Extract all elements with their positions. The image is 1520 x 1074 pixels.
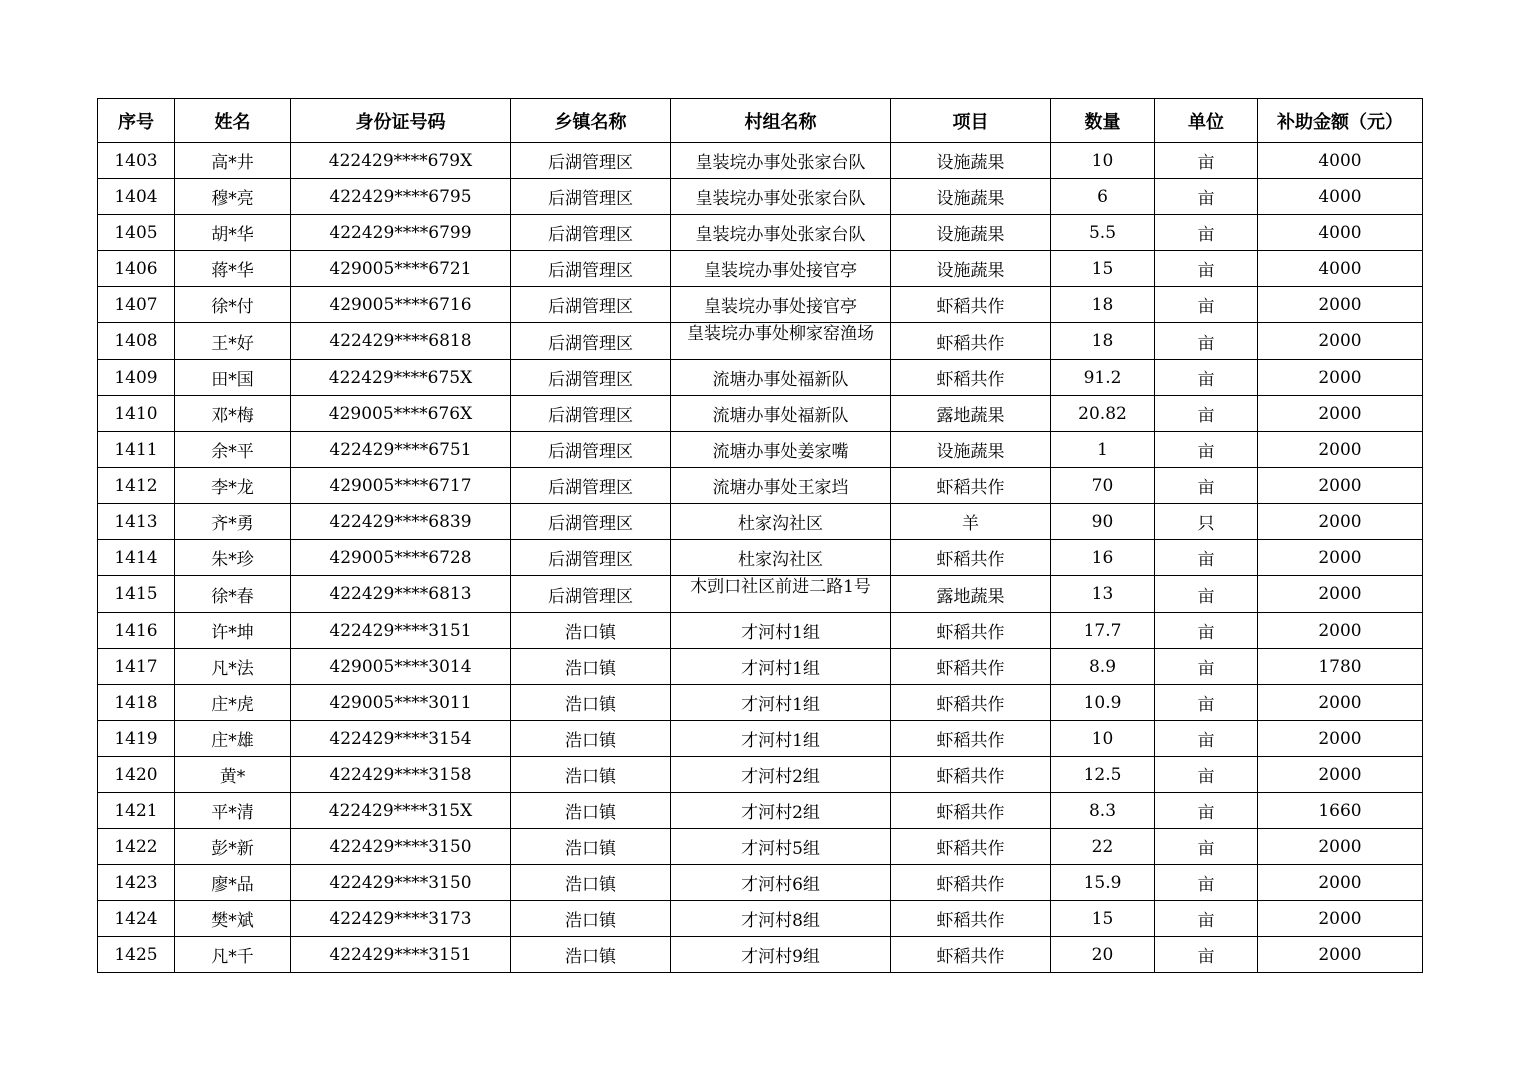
cell-serial: 1425 [98, 937, 175, 973]
cell-id-number: 422429****6839 [291, 504, 511, 540]
header-name: 姓名 [175, 99, 291, 143]
cell-village: 才河村2组 [671, 757, 891, 793]
table-body [98, 143, 1423, 973]
cell-quantity: 8.3 [1051, 793, 1155, 829]
cell-serial: 1421 [98, 793, 175, 829]
cell-village: 才河村2组 [671, 793, 891, 829]
cell-village: 皇装垸办事处接官亭 [671, 251, 891, 287]
header-quantity: 数量 [1051, 99, 1155, 143]
cell-serial: 1404 [98, 179, 175, 215]
cell-project: 虾稻共作 [891, 721, 1051, 757]
table-row [98, 360, 1423, 396]
cell-subsidy-amount: 2000 [1258, 396, 1423, 432]
cell-name: 凡*千 [175, 937, 291, 973]
cell-quantity: 6 [1051, 179, 1155, 215]
cell-subsidy-amount: 2000 [1258, 757, 1423, 793]
cell-name: 邓*梅 [175, 396, 291, 432]
cell-serial: 1420 [98, 757, 175, 793]
cell-project: 虾稻共作 [891, 287, 1051, 323]
cell-subsidy-amount: 2000 [1258, 287, 1423, 323]
table-row [98, 432, 1423, 468]
cell-quantity: 90 [1051, 504, 1155, 540]
cell-project: 虾稻共作 [891, 757, 1051, 793]
cell-subsidy-amount: 4000 [1258, 215, 1423, 251]
cell-project: 虾稻共作 [891, 613, 1051, 649]
cell-id-number: 422429****3150 [291, 865, 511, 901]
cell-id-number: 429005****3011 [291, 685, 511, 721]
table-row [98, 937, 1423, 973]
cell-subsidy-amount: 2000 [1258, 504, 1423, 540]
cell-unit: 亩 [1155, 865, 1258, 901]
cell-village: 皇装垸办事处张家台队 [671, 215, 891, 251]
cell-name: 穆*亮 [175, 179, 291, 215]
cell-project: 设施蔬果 [891, 215, 1051, 251]
cell-id-number: 422429****3150 [291, 829, 511, 865]
cell-id-number: 429005****6728 [291, 540, 511, 576]
table-row [98, 323, 1423, 360]
table-row [98, 396, 1423, 432]
cell-project: 虾稻共作 [891, 901, 1051, 937]
table-row [98, 287, 1423, 323]
cell-quantity: 15 [1051, 251, 1155, 287]
cell-village: 才河村5组 [671, 829, 891, 865]
cell-serial: 1405 [98, 215, 175, 251]
cell-name: 廖*品 [175, 865, 291, 901]
cell-quantity: 10.9 [1051, 685, 1155, 721]
cell-village: 皇装垸办事处柳家窑渔场 [671, 323, 891, 360]
table-row [98, 468, 1423, 504]
cell-subsidy-amount: 2000 [1258, 540, 1423, 576]
cell-id-number: 422429****6813 [291, 576, 511, 613]
cell-quantity: 16 [1051, 540, 1155, 576]
cell-unit: 亩 [1155, 576, 1258, 613]
cell-village: 才河村1组 [671, 613, 891, 649]
cell-subsidy-amount: 2000 [1258, 937, 1423, 973]
cell-id-number: 422429****3158 [291, 757, 511, 793]
table-row [98, 829, 1423, 865]
table-row [98, 901, 1423, 937]
cell-project: 设施蔬果 [891, 432, 1051, 468]
cell-subsidy-amount: 4000 [1258, 143, 1423, 179]
cell-serial: 1417 [98, 649, 175, 685]
cell-quantity: 13 [1051, 576, 1155, 613]
cell-subsidy-amount: 1780 [1258, 649, 1423, 685]
cell-quantity: 91.2 [1051, 360, 1155, 396]
cell-subsidy-amount: 2000 [1258, 685, 1423, 721]
cell-subsidy-amount: 4000 [1258, 179, 1423, 215]
cell-name: 凡*法 [175, 649, 291, 685]
cell-name: 齐*勇 [175, 504, 291, 540]
cell-village: 杜家沟社区 [671, 504, 891, 540]
cell-id-number: 422429****3173 [291, 901, 511, 937]
cell-quantity: 8.9 [1051, 649, 1155, 685]
cell-quantity: 18 [1051, 323, 1155, 360]
cell-village: 才河村1组 [671, 649, 891, 685]
cell-unit: 亩 [1155, 937, 1258, 973]
cell-township: 后湖管理区 [511, 251, 671, 287]
cell-township: 后湖管理区 [511, 179, 671, 215]
cell-name: 蒋*华 [175, 251, 291, 287]
cell-project: 虾稻共作 [891, 323, 1051, 360]
table-row [98, 865, 1423, 901]
cell-village: 流塘办事处王家垱 [671, 468, 891, 504]
table-row [98, 576, 1423, 613]
header-unit: 单位 [1155, 99, 1258, 143]
cell-unit: 亩 [1155, 721, 1258, 757]
cell-serial: 1423 [98, 865, 175, 901]
cell-name: 徐*春 [175, 576, 291, 613]
cell-project: 虾稻共作 [891, 865, 1051, 901]
cell-subsidy-amount: 2000 [1258, 901, 1423, 937]
cell-subsidy-amount: 2000 [1258, 613, 1423, 649]
cell-id-number: 422429****6751 [291, 432, 511, 468]
cell-project: 虾稻共作 [891, 649, 1051, 685]
cell-quantity: 22 [1051, 829, 1155, 865]
cell-id-number: 429005****3014 [291, 649, 511, 685]
cell-township: 浩口镇 [511, 685, 671, 721]
cell-unit: 亩 [1155, 432, 1258, 468]
cell-project: 羊 [891, 504, 1051, 540]
cell-unit: 亩 [1155, 829, 1258, 865]
cell-unit: 亩 [1155, 793, 1258, 829]
cell-serial: 1419 [98, 721, 175, 757]
cell-township: 浩口镇 [511, 793, 671, 829]
cell-unit: 亩 [1155, 685, 1258, 721]
cell-name: 庄*虎 [175, 685, 291, 721]
cell-serial: 1403 [98, 143, 175, 179]
cell-unit: 亩 [1155, 468, 1258, 504]
cell-id-number: 422429****3151 [291, 937, 511, 973]
cell-village: 流塘办事处福新队 [671, 396, 891, 432]
cell-township: 后湖管理区 [511, 396, 671, 432]
cell-name: 李*龙 [175, 468, 291, 504]
cell-name: 黄* [175, 757, 291, 793]
cell-township: 后湖管理区 [511, 432, 671, 468]
cell-name: 樊*斌 [175, 901, 291, 937]
cell-serial: 1422 [98, 829, 175, 865]
cell-serial: 1406 [98, 251, 175, 287]
cell-project: 露地蔬果 [891, 396, 1051, 432]
cell-quantity: 10 [1051, 143, 1155, 179]
cell-subsidy-amount: 2000 [1258, 432, 1423, 468]
cell-name: 王*好 [175, 323, 291, 360]
cell-unit: 亩 [1155, 179, 1258, 215]
cell-unit: 亩 [1155, 143, 1258, 179]
cell-township: 浩口镇 [511, 721, 671, 757]
table-row [98, 757, 1423, 793]
header-subsidy-amount: 补助金额（元） [1258, 99, 1423, 143]
cell-quantity: 17.7 [1051, 613, 1155, 649]
table-row [98, 721, 1423, 757]
cell-project: 虾稻共作 [891, 540, 1051, 576]
header-project: 项目 [891, 99, 1051, 143]
header-id-number: 身份证号码 [291, 99, 511, 143]
cell-name: 徐*付 [175, 287, 291, 323]
cell-township: 浩口镇 [511, 829, 671, 865]
cell-unit: 亩 [1155, 323, 1258, 360]
table-row [98, 179, 1423, 215]
cell-township: 后湖管理区 [511, 576, 671, 613]
cell-name: 田*国 [175, 360, 291, 396]
cell-village: 木剅口社区前进二路1号 [671, 576, 891, 613]
table-row [98, 540, 1423, 576]
cell-unit: 亩 [1155, 901, 1258, 937]
cell-township: 后湖管理区 [511, 504, 671, 540]
cell-name: 平*清 [175, 793, 291, 829]
cell-id-number: 422429****3151 [291, 613, 511, 649]
cell-serial: 1418 [98, 685, 175, 721]
table-row [98, 143, 1423, 179]
cell-project: 设施蔬果 [891, 251, 1051, 287]
cell-township: 后湖管理区 [511, 143, 671, 179]
cell-quantity: 18 [1051, 287, 1155, 323]
cell-id-number: 422429****675X [291, 360, 511, 396]
cell-serial: 1407 [98, 287, 175, 323]
cell-quantity: 70 [1051, 468, 1155, 504]
cell-quantity: 12.5 [1051, 757, 1155, 793]
cell-village: 杜家沟社区 [671, 540, 891, 576]
cell-id-number: 422429****679X [291, 143, 511, 179]
cell-unit: 亩 [1155, 540, 1258, 576]
cell-project: 虾稻共作 [891, 829, 1051, 865]
cell-project: 设施蔬果 [891, 143, 1051, 179]
table-row [98, 613, 1423, 649]
cell-serial: 1414 [98, 540, 175, 576]
cell-village: 皇装垸办事处张家台队 [671, 143, 891, 179]
cell-township: 后湖管理区 [511, 360, 671, 396]
cell-unit: 亩 [1155, 215, 1258, 251]
cell-name: 胡*华 [175, 215, 291, 251]
cell-unit: 亩 [1155, 360, 1258, 396]
cell-name: 彭*新 [175, 829, 291, 865]
table-row [98, 793, 1423, 829]
cell-township: 浩口镇 [511, 901, 671, 937]
cell-unit: 亩 [1155, 649, 1258, 685]
cell-township: 后湖管理区 [511, 323, 671, 360]
table-row [98, 649, 1423, 685]
cell-unit: 亩 [1155, 613, 1258, 649]
cell-quantity: 20 [1051, 937, 1155, 973]
cell-serial: 1413 [98, 504, 175, 540]
cell-village: 流塘办事处福新队 [671, 360, 891, 396]
table-header-row [98, 99, 1423, 143]
cell-unit: 亩 [1155, 287, 1258, 323]
cell-subsidy-amount: 4000 [1258, 251, 1423, 287]
cell-township: 浩口镇 [511, 757, 671, 793]
cell-subsidy-amount: 2000 [1258, 468, 1423, 504]
cell-township: 浩口镇 [511, 937, 671, 973]
cell-serial: 1415 [98, 576, 175, 613]
table-row [98, 504, 1423, 540]
cell-name: 余*平 [175, 432, 291, 468]
table-row [98, 215, 1423, 251]
cell-unit: 亩 [1155, 757, 1258, 793]
cell-quantity: 15.9 [1051, 865, 1155, 901]
cell-township: 后湖管理区 [511, 287, 671, 323]
header-serial: 序号 [98, 99, 175, 143]
cell-quantity: 10 [1051, 721, 1155, 757]
cell-subsidy-amount: 2000 [1258, 323, 1423, 360]
cell-name: 庄*雄 [175, 721, 291, 757]
cell-unit: 只 [1155, 504, 1258, 540]
cell-village: 皇装垸办事处接官亭 [671, 287, 891, 323]
cell-subsidy-amount: 1660 [1258, 793, 1423, 829]
cell-project: 虾稻共作 [891, 685, 1051, 721]
cell-id-number: 429005****676X [291, 396, 511, 432]
cell-subsidy-amount: 2000 [1258, 829, 1423, 865]
cell-village: 皇装垸办事处张家台队 [671, 179, 891, 215]
cell-serial: 1409 [98, 360, 175, 396]
cell-village: 流塘办事处姜家嘴 [671, 432, 891, 468]
cell-serial: 1408 [98, 323, 175, 360]
table-row [98, 251, 1423, 287]
cell-name: 许*坤 [175, 613, 291, 649]
cell-township: 后湖管理区 [511, 468, 671, 504]
subsidy-table [97, 98, 1423, 973]
cell-project: 虾稻共作 [891, 360, 1051, 396]
cell-project: 虾稻共作 [891, 793, 1051, 829]
header-township: 乡镇名称 [511, 99, 671, 143]
cell-village: 才河村8组 [671, 901, 891, 937]
cell-serial: 1416 [98, 613, 175, 649]
cell-township: 浩口镇 [511, 649, 671, 685]
cell-name: 高*井 [175, 143, 291, 179]
cell-subsidy-amount: 2000 [1258, 360, 1423, 396]
cell-id-number: 429005****6717 [291, 468, 511, 504]
cell-village: 才河村1组 [671, 685, 891, 721]
cell-quantity: 20.82 [1051, 396, 1155, 432]
cell-subsidy-amount: 2000 [1258, 865, 1423, 901]
cell-serial: 1411 [98, 432, 175, 468]
cell-quantity: 15 [1051, 901, 1155, 937]
cell-quantity: 5.5 [1051, 215, 1155, 251]
cell-id-number: 422429****315X [291, 793, 511, 829]
cell-project: 设施蔬果 [891, 179, 1051, 215]
cell-project: 露地蔬果 [891, 576, 1051, 613]
cell-id-number: 429005****6716 [291, 287, 511, 323]
cell-township: 后湖管理区 [511, 215, 671, 251]
table-row [98, 685, 1423, 721]
cell-id-number: 422429****6795 [291, 179, 511, 215]
cell-township: 后湖管理区 [511, 540, 671, 576]
cell-village: 才河村9组 [671, 937, 891, 973]
cell-serial: 1424 [98, 901, 175, 937]
cell-unit: 亩 [1155, 396, 1258, 432]
cell-serial: 1410 [98, 396, 175, 432]
cell-quantity: 1 [1051, 432, 1155, 468]
header-village: 村组名称 [671, 99, 891, 143]
cell-id-number: 429005****6721 [291, 251, 511, 287]
cell-id-number: 422429****6799 [291, 215, 511, 251]
cell-subsidy-amount: 2000 [1258, 721, 1423, 757]
cell-id-number: 422429****3154 [291, 721, 511, 757]
cell-serial: 1412 [98, 468, 175, 504]
cell-unit: 亩 [1155, 251, 1258, 287]
cell-id-number: 422429****6818 [291, 323, 511, 360]
cell-project: 虾稻共作 [891, 468, 1051, 504]
cell-project: 虾稻共作 [891, 937, 1051, 973]
cell-subsidy-amount: 2000 [1258, 576, 1423, 613]
cell-name: 朱*珍 [175, 540, 291, 576]
cell-village: 才河村6组 [671, 865, 891, 901]
cell-township: 浩口镇 [511, 613, 671, 649]
cell-village: 才河村1组 [671, 721, 891, 757]
cell-township: 浩口镇 [511, 865, 671, 901]
